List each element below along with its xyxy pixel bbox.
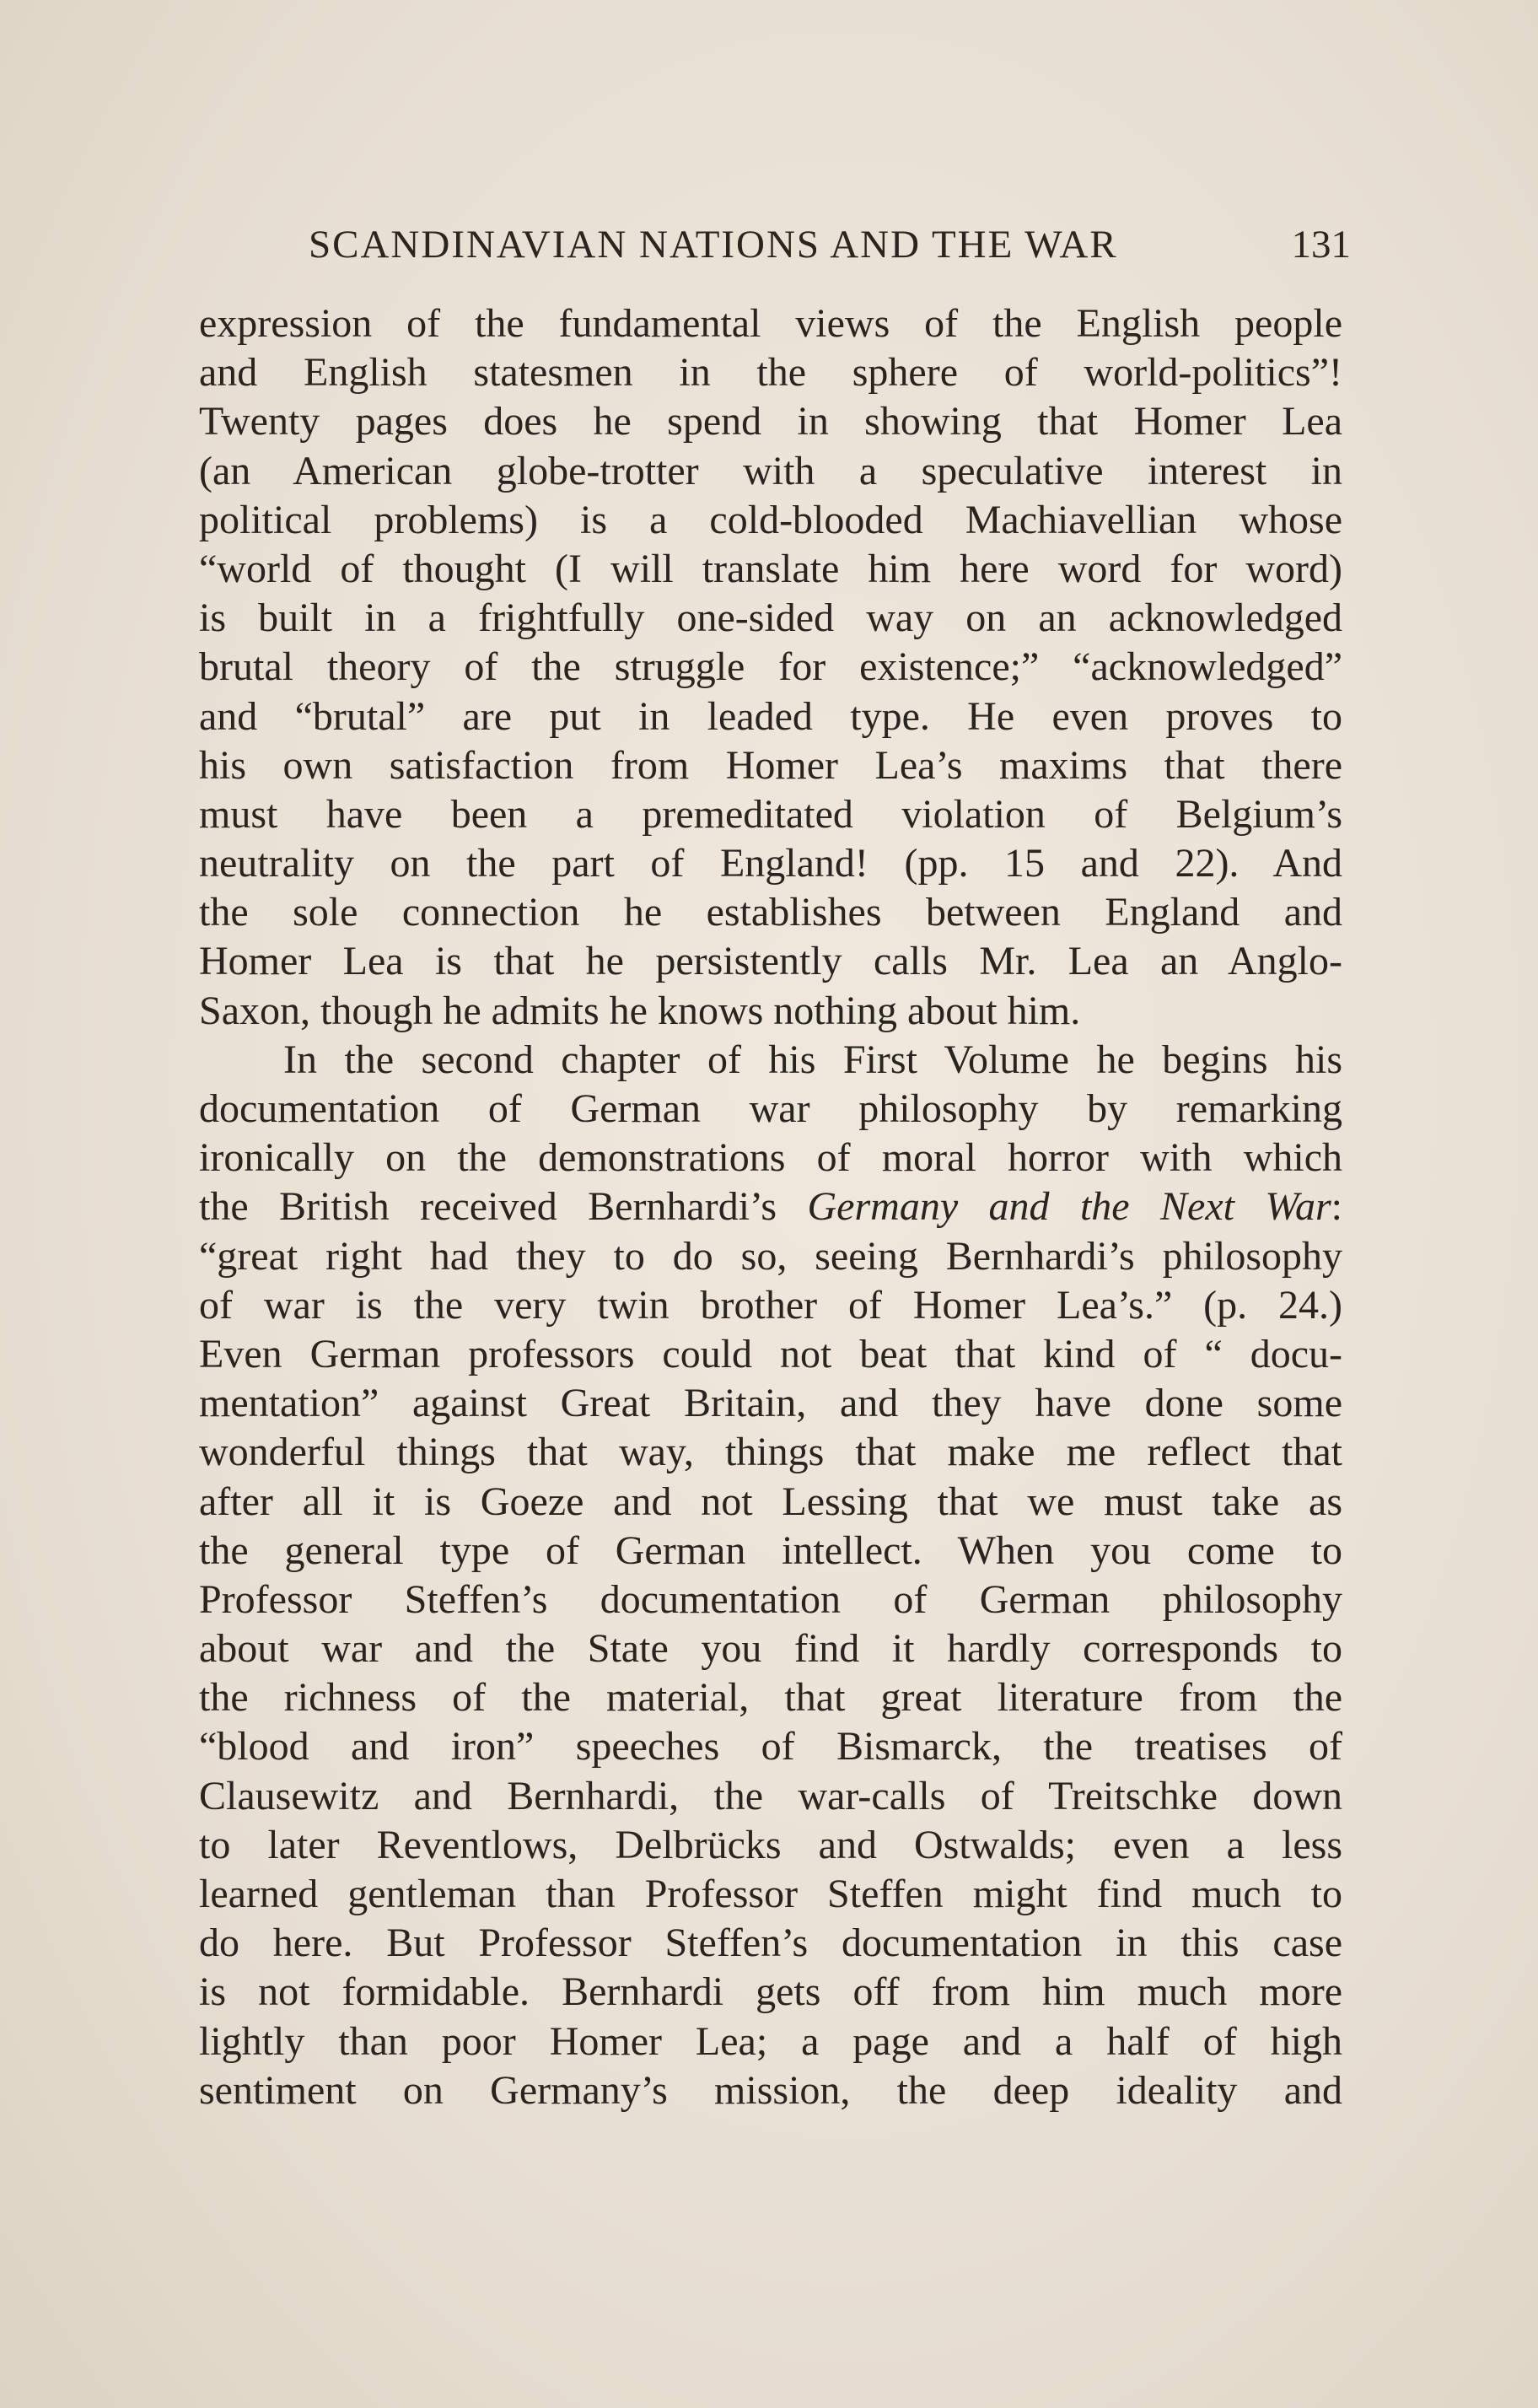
text-line: Clausewitz and Bernhardi, the war-calls of Treitschke down <box>199 1773 1342 1818</box>
book-title-italic: Germany and the Next War <box>807 1184 1331 1230</box>
paragraph <box>199 299 1342 1036</box>
text-line: Even German professors could not beat that kind of “ docu- <box>199 1331 1342 1376</box>
text-line: the sole connection he establishes between England and <box>199 890 1342 935</box>
text-line: Homer Lea is that he persistently calls Mr. Lea an Anglo- <box>199 939 1342 984</box>
text-line: (an American globe-trotter with a speculative interest in <box>199 448 1342 493</box>
text-line: do here. But Professor Steffen’s documentation in this case <box>199 1920 1342 1966</box>
text-line: and English statesmen in the sphere of world-politics”! <box>199 350 1342 396</box>
page-header <box>309 215 1351 274</box>
text-line: learned gentleman than Professor Steffen might find much to <box>199 1872 1342 1916</box>
text-line: brutal theory of the struggle for existence;” “acknowledged” <box>199 644 1342 690</box>
text-line: after all it is Goeze and not Lessing that we must take as <box>199 1479 1342 1524</box>
text-line: his own satisfaction from Homer Lea’s maxims that there <box>199 742 1342 788</box>
text-line <box>199 1182 1342 1231</box>
text-line: mentation” against Great Britain, and they have done some <box>199 1381 1342 1426</box>
text-line: about war and the State you find it hardly corresponds to <box>199 1626 1342 1672</box>
text-line: neutrality on the part of England! (pp. 15 and 22). And <box>199 841 1342 886</box>
text-line: Professor Steffen’s documentation of German philosophy <box>199 1576 1342 1622</box>
text-line: Saxon, though he admits he knows nothing about him. <box>199 988 1081 1033</box>
text-line: of war is the very twin brother of Homer Lea’s.” (p. 24.) <box>199 1282 1342 1328</box>
text-line: is built in a frightfully one-sided way on an acknowledged <box>199 595 1342 641</box>
running-title: SCANDINAVIAN NATIONS AND THE WAR <box>309 223 1118 267</box>
text-line: Twenty pages does he spend in showing that Homer Lea <box>199 399 1342 444</box>
text-line: the general type of German intellect. When you come to <box>199 1527 1342 1573</box>
page-number: 131 <box>1291 223 1351 267</box>
text-line: ironically on the demonstrations of moral horror with which <box>199 1135 1342 1181</box>
text-line: and “brutal” are put in leaded type. He even proves to <box>199 693 1342 739</box>
text-segment: : <box>1331 1184 1342 1230</box>
text-line: sentiment on Germany’s mission, the deep ideality and <box>199 2067 1342 2113</box>
text-line: to later Reventlows, Delbrücks and Ostwalds; even a less <box>199 1822 1342 1867</box>
paragraph <box>199 1036 1342 2115</box>
text-line: “blood and iron” speeches of Bismarck, the treatises of <box>199 1724 1342 1770</box>
text-line: lightly than poor Homer Lea; a page and a half of high <box>199 2018 1342 2064</box>
body-text <box>199 299 1342 2115</box>
text-line: wonderful things that way, things that make me reflect that <box>199 1430 1342 1475</box>
text-line: must have been a premeditated violation of Belgium’s <box>199 791 1342 837</box>
text-line: political problems) is a cold-blooded Machiavellian whose <box>199 497 1342 542</box>
text-line: the richness of the material, that great literature from the <box>199 1675 1342 1721</box>
text-line: In the second chapter of his First Volume he begins his <box>283 1037 1342 1082</box>
text-line: “great right had they to do so, seeing Bernhardi’s philosophy <box>199 1233 1342 1279</box>
text-line: expression of the fundamental views of the English people <box>199 301 1342 346</box>
text-segment: the British received Bernhardi’s <box>199 1184 808 1230</box>
text-line: “world of thought (I will translate him here word for word) <box>199 546 1342 591</box>
text-line: documentation of German war philosophy by remarking <box>199 1086 1342 1131</box>
text-line: is not formidable. Bernhardi gets off from him much more <box>199 1969 1342 2015</box>
